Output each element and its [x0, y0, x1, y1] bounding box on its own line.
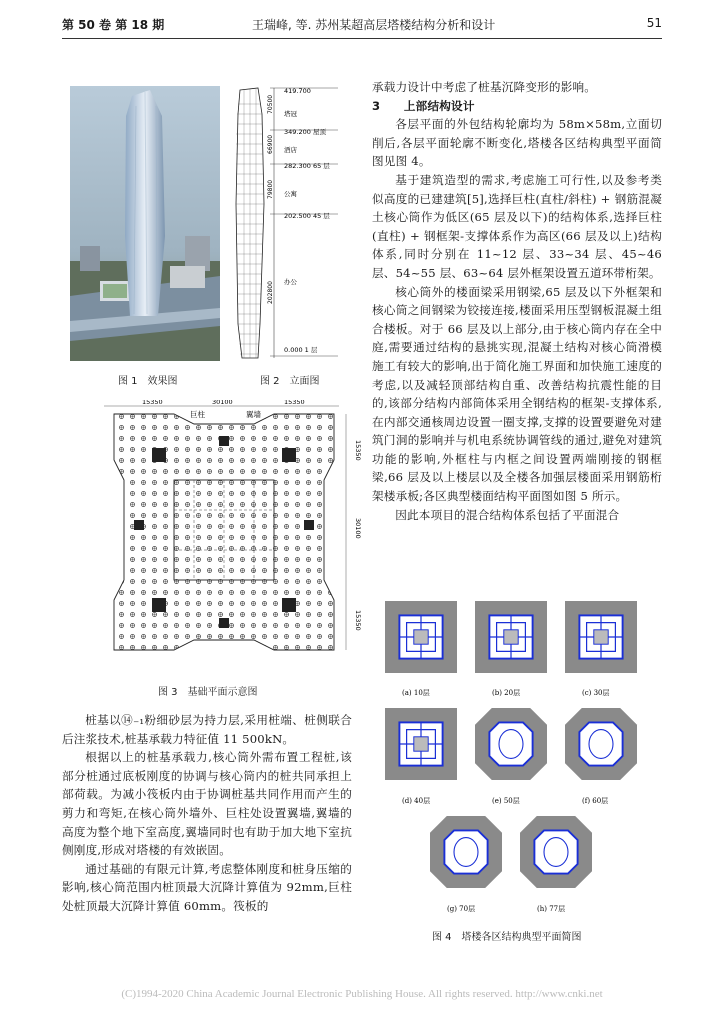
plan-h	[520, 816, 592, 888]
elev-tajian-label: 塔冠	[284, 110, 297, 118]
paragraph: 桩基以⑭₋₁粉细砂层为持力层,采用桩端、桩侧联合后注浆技术,桩基承载力特征值 11 500kN。	[62, 713, 352, 746]
page-number: 51	[646, 16, 662, 30]
elev-base-label: 0.000 1 层	[284, 346, 318, 354]
fig3-dim-top-left: 15350	[142, 400, 163, 406]
paragraph: 因此本项目的混合结构体系包括了平面混合	[395, 507, 620, 522]
elevation-floor-lines	[236, 89, 264, 358]
elev-hotel-label: 酒店	[284, 146, 297, 154]
elev-dim-3: 79800	[267, 179, 274, 199]
left-column-text	[62, 711, 352, 916]
plan-g	[430, 816, 502, 888]
plan-f	[565, 708, 637, 780]
plan-b	[475, 601, 547, 673]
plan-a	[385, 601, 457, 673]
paragraph: 承载力设计中考虑了桩基沉降变形的影响。	[372, 80, 597, 94]
paragraph: 通过基础的有限元计算,考虑整体刚度和桩身压缩的影响,核心筒范围内桩顶最大沉降计算值为 92mm,巨柱处桩顶最大沉降计算值 60mm。筏板的	[62, 861, 352, 913]
plan-c-label: (c) 30层	[582, 689, 610, 697]
journal-issue: 第 50 卷 第 18 期	[62, 18, 165, 32]
page-header	[62, 16, 662, 38]
section-heading: 3 上部结构设计	[372, 98, 475, 113]
figure-3-foundation-plan	[94, 400, 366, 670]
fig3-dim-top-mid: 30100	[212, 400, 233, 406]
paragraph: 各层平面的外包结构轮廓均为 58m×58m,立面切削后,各层平面轮廓不断变化,塔楼各区结构典型平面简图见图 4。	[372, 117, 662, 169]
fig3-dim-right-bot: 15350	[354, 610, 362, 631]
elev-hotel-el-label: 282.300 65 层	[284, 162, 330, 170]
elev-top-label: 419.700	[284, 87, 311, 95]
fig3-dim-right-top: 15350	[354, 440, 362, 461]
figure-2-caption: 图 2 立面图	[260, 376, 320, 387]
figure-4-floor-plans	[380, 596, 650, 922]
elev-apt-el-label: 202.500 45 层	[284, 212, 330, 220]
elev-dim-4: 202800	[267, 281, 274, 304]
figure-2-elevation	[228, 84, 360, 364]
elev-dim-1: 70500	[267, 94, 274, 114]
paragraph: 核心筒外的楼面梁采用钢梁,65 层及以下外框架和核心筒之间钢梁为铰接连接,楼面采用压型钢板混凝土组合楼板。对于 66 层及以上部分,由于核心筒内存在全中庭,需要通过结构的悬挑实现,混凝土结构对核心筒滑模施工有较大的影响,出于简化施工界面和加快施工速度的考虑,以及减轻顶部结构自重、改善结构抗震性能的目的,该部分结构内部筒体采用全钢结构的框架-支撑体系,在内部交通核周边设置一圈支撑,支撑的设置要避免对建筑门洞的影响并与机电系统协调管线的通过,避免对建筑功能的影响,外框柱与内框之间设置两端刚接的钢框梁,66 层及以上楼层以及全楼各加强层楼面采用钢筋桁架楼承板;各区典型楼面结构平面图如图 5 所示。	[372, 284, 662, 504]
elev-dim-2: 66900	[267, 134, 274, 154]
fig3-dim-top-right: 15350	[284, 400, 305, 406]
tower-rendering-image	[70, 86, 220, 361]
right-column-text	[372, 78, 662, 524]
plan-c	[565, 601, 637, 673]
plan-e-label: (e) 50层	[492, 797, 520, 805]
elev-apt-label: 公寓	[284, 190, 297, 198]
plan-g-label: (g) 70层	[447, 905, 476, 913]
paragraph: 基于建筑造型的需求,考虑施工可行性,以及参考类似高度的已建建筑[5],选择巨柱(直柱/斜柱) + 钢筋混凝土核心筒作为低区(65 层及以下)的结构体系,选择巨柱(直柱) + 钢框架-支撑体系作为高区(66 层及以上)结构体系,同时分别在 11~12 层、33~34 层、45~46 层、54~55 层、63~64 层外框架设置五道环带桁架。	[372, 172, 662, 280]
paragraph: 根据以上的桩基承载力,核心筒外需布置工程桩,该部分桩通过底板刚度的协调与核心筒内的桩共同承担上部荷载。为减小筏板内由于协调桩基共同作用而产生的剪力和弯矩,在核心筒外墙外、巨柱处设置翼墙,翼墙的高度为整个地下室高度,翼墙同时也有助于加大地下室抗侧刚度,形成对塔楼的有效嵌固。	[62, 750, 352, 858]
plan-e	[475, 708, 547, 780]
figure-1-rendering	[70, 86, 220, 361]
elev-office-label: 办公	[284, 278, 297, 286]
plan-a-label: (a) 10层	[402, 689, 430, 697]
fig3-wall-label: 翼墙	[246, 410, 261, 419]
plan-f-label: (f) 60层	[582, 797, 609, 805]
figure-1-caption: 图 1 效果图	[118, 376, 178, 387]
elev-roof-label: 349.200 屋顶	[284, 128, 326, 136]
plan-h-label: (h) 77层	[537, 905, 566, 913]
running-title: 王瑞峰, 等. 苏州某超高层塔楼结构分析和设计	[252, 18, 496, 32]
figure-3-caption: 图 3 基础平面示意图	[158, 687, 258, 698]
plan-d	[385, 708, 457, 780]
plan-d-label: (d) 40层	[402, 797, 431, 805]
fig3-col-label: 巨柱	[190, 410, 205, 419]
fig3-dim-right-mid: 30100	[354, 518, 362, 539]
figure-4-caption: 图 4 塔楼各区结构典型平面简图	[432, 932, 582, 943]
plan-b-label: (b) 20层	[492, 689, 521, 697]
copyright-footer: (C)1994-2020 China Academic Journal Electronic Publishing House. All rights reserved. http://www.cnki.net	[121, 988, 603, 1000]
header-rule	[62, 38, 662, 39]
